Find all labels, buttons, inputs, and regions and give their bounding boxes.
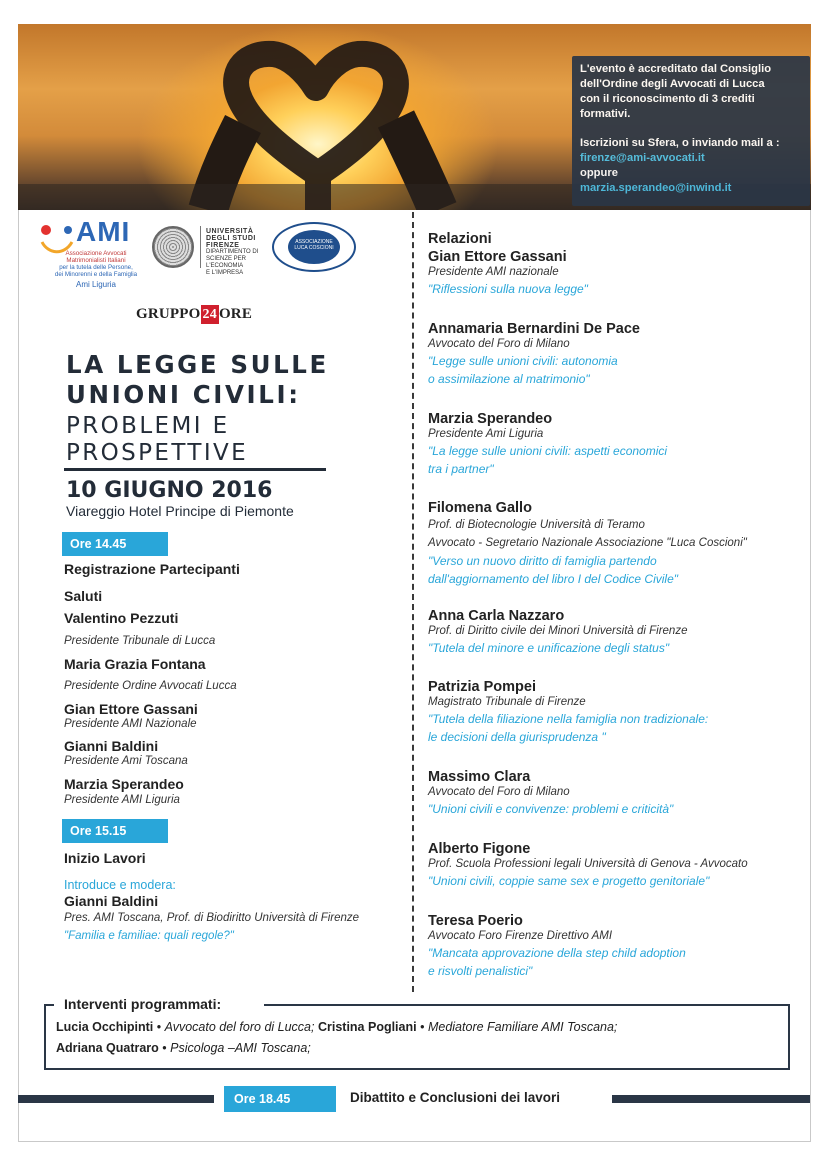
ami-sub-line: Matrimonialisti Italiani	[66, 257, 126, 264]
coscioni-label: ASSOCIAZIONE LUCA COSCIONI	[288, 230, 340, 264]
talk-role: Prof. Scuola Professioni legali Università di Genova - Avvocato	[428, 858, 748, 870]
talk-title: "Riflessioni sulla nuova legge"	[428, 282, 588, 296]
unifi-line: DEGLI STUDI	[206, 235, 256, 242]
talk-title: "Verso un nuovo diritto di famiglia partendo	[428, 554, 657, 568]
talk-title: "Unioni civili, coppie same sex e progetto genitoriale"	[428, 874, 710, 888]
talk-title: "Unioni civili e convivenze: problemi e criticità"	[428, 802, 674, 816]
coscioni-logo	[272, 222, 356, 272]
interventi-line-2	[56, 1041, 311, 1055]
footer-bar	[612, 1095, 810, 1103]
speaker-name: Maria Grazia Fontana	[64, 656, 206, 672]
title-rule	[64, 468, 326, 471]
unifi-line: DIPARTIMENTO DI	[206, 249, 259, 255]
unifi-line: SCIENZE PER L'ECONOMIA	[206, 256, 247, 269]
talk-title: "La legge sulle unioni civili: aspetti economici	[428, 444, 668, 458]
speaker-role: Presidente Ami Toscana	[64, 755, 188, 767]
talk-role: Magistrato Tribunale di Firenze	[428, 696, 586, 708]
talk-role: Avvocato del Foro di Milano	[428, 338, 570, 350]
hero-image	[18, 24, 811, 210]
unifi-line: E L'IMPRESA	[206, 270, 244, 276]
participant-role: Psicologa –AMI Toscana;	[170, 1041, 311, 1055]
unifi-divider	[200, 226, 201, 268]
title-line: LA LEGGE SULLE	[66, 350, 329, 379]
saluti-label: Saluti	[64, 588, 103, 604]
ami-logo	[36, 216, 146, 296]
time-badge-1845: Ore 18.45	[224, 1086, 336, 1112]
event-venue: Viareggio Hotel Principe di Piemonte	[66, 503, 294, 519]
gruppo-24-ore-logo	[136, 306, 252, 328]
bullet: •	[162, 1041, 167, 1055]
talk-item	[428, 411, 667, 478]
talk-item	[428, 679, 708, 746]
talk-role: Prof. di Diritto civile dei Minori Università di Firenze	[428, 625, 688, 637]
box-edge	[264, 1004, 790, 1006]
speaker-name: Valentino Pezzuti	[64, 610, 179, 626]
unifi-seal-icon	[152, 226, 194, 268]
talk-speaker: Teresa Poerio	[428, 913, 523, 929]
talk-speaker: Gian Ettore Gassani	[428, 249, 567, 265]
time-badge-1515: Ore 15.15	[62, 819, 168, 843]
ami-subtitle	[46, 250, 146, 278]
closing-session-label: Dibattito e Conclusioni dei lavori	[350, 1090, 561, 1105]
talk-speaker: Marzia Sperandeo	[428, 411, 553, 427]
talk-item	[428, 769, 673, 818]
accreditation-info-box	[572, 56, 810, 206]
talk-item	[428, 841, 748, 890]
moderator-role: Pres. AMI Toscana, Prof. di Biodiritto Università di Firenze	[64, 912, 360, 924]
talk-title: tra i partner"	[428, 462, 494, 476]
talk-title: dall'aggiornamento del libro I del Codice Civile"	[428, 572, 679, 586]
registration-label: Registrazione Partecipanti	[64, 561, 240, 577]
speaker-name: Gianni Baldini	[64, 738, 159, 754]
talk-item	[428, 500, 747, 588]
box-edge	[44, 1004, 54, 1006]
ami-sub-line: Associazione Avvocati	[65, 250, 127, 257]
participant-role: Avvocato del foro di Lucca;	[164, 1020, 315, 1034]
talk-role: Avvocato del Foro di Milano	[428, 786, 570, 798]
moderator-quote: "Familia e familiae: quali regole?"	[64, 930, 234, 942]
footer-bar	[18, 1095, 214, 1103]
event-title	[66, 350, 329, 410]
ami-sub-line: dei Minorenni e della Famiglia	[54, 271, 138, 278]
interventi-line-1	[56, 1020, 617, 1034]
moderator-name: Gianni Baldini	[64, 893, 159, 909]
speaker-name: Gian Ettore Gassani	[64, 701, 198, 717]
subtitle-line: PROBLEMI E	[66, 413, 230, 439]
talk-item	[428, 249, 588, 298]
interventi-title: Interventi programmati:	[60, 996, 225, 1012]
talk-item	[428, 913, 686, 980]
event-date: 10 GIUGNO 2016	[66, 478, 273, 503]
column-divider	[412, 212, 414, 992]
talk-title: "Tutela della filiazione nella famiglia non tradizionale:	[428, 712, 709, 726]
accreditation-line: con il riconoscimento di 3 crediti	[580, 93, 755, 105]
registration-line: Iscrizioni su Sfera, o inviando mail a :	[580, 137, 780, 149]
talk-speaker: Massimo Clara	[428, 769, 531, 785]
email-link-marzia[interactable]: marzia.sperandeo@inwind.it	[580, 182, 732, 194]
accreditation-line: L'evento è accreditato dal Consiglio	[580, 63, 772, 75]
moderator-intro: Introduce e modera:	[64, 878, 176, 892]
time-badge-1445: Ore 14.45	[62, 532, 168, 556]
talk-title: o assimilazione al matrimonio"	[428, 372, 590, 386]
accreditation-line: dell'Ordine degli Avvocati di Lucca	[580, 78, 765, 90]
participant-role: Mediatore Familiare AMI Toscana;	[427, 1020, 618, 1034]
bullet: •	[420, 1020, 425, 1034]
participant-name: Cristina Pogliani	[317, 1020, 417, 1034]
unifi-line: FIRENZE	[206, 242, 240, 249]
talk-title: "Legge sulle unioni civili: autonomia	[428, 354, 618, 368]
logo-text: GRUPPO	[136, 306, 201, 322]
speaker-role: Presidente AMI Nazionale	[64, 718, 197, 730]
talk-item	[428, 608, 687, 657]
inizio-lavori-label: Inizio Lavori	[64, 850, 146, 866]
participant-name: Lucia Occhipinti	[56, 1020, 154, 1034]
talk-speaker: Patrizia Pompei	[428, 679, 536, 695]
participant-name: Adriana Quatraro	[56, 1041, 159, 1055]
unifi-text	[206, 228, 264, 277]
event-subtitle	[66, 413, 248, 467]
talk-role: Presidente AMI nazionale	[428, 266, 559, 278]
relazioni-heading: Relazioni	[428, 231, 492, 247]
logo-text-red: 24	[202, 307, 217, 322]
talk-role: Prof. di Biotecnologie Università di Teramo	[428, 519, 645, 531]
speaker-role: Presidente Tribunale di Lucca	[64, 635, 216, 647]
talk-title: e risvolti penalistici"	[428, 964, 533, 978]
talk-title: "Mancata approvazione della step child adoption	[428, 946, 686, 960]
subtitle-line: PROSPETTIVE	[66, 440, 249, 466]
unifi-line: UNIVERSITÀ	[206, 228, 254, 235]
unifi-logo	[152, 224, 264, 276]
ami-sub-line: per la tutela delle Persone,	[59, 264, 133, 271]
bullet: •	[156, 1020, 162, 1034]
speaker-role: Presidente AMI Liguria	[64, 794, 180, 806]
speaker-name: Marzia Sperandeo	[64, 776, 184, 792]
talk-speaker: Annamaria Bernardini De Pace	[428, 321, 640, 337]
talk-speaker: Alberto Figone	[428, 841, 531, 857]
talk-role: Presidente Ami Liguria	[428, 428, 544, 440]
talk-role: Avvocato Foro Firenze Direttivo AMI	[428, 930, 613, 942]
oppure-text: oppure	[580, 167, 618, 179]
interventi-box	[44, 1004, 790, 1070]
talk-speaker: Filomena Gallo	[428, 500, 532, 516]
ami-liguria-label: Ami Liguria	[75, 280, 116, 289]
talk-title: "Tutela del minore e unificazione degli status"	[428, 641, 670, 655]
talk-role: Avvocato - Segretario Nazionale Associazione "Luca Coscioni"	[428, 537, 747, 549]
talk-title: le decisioni della giurisprudenza "	[428, 730, 606, 744]
talk-item	[428, 321, 640, 388]
logo-text: ORE	[218, 306, 253, 322]
title-line: UNIONI CIVILI:	[66, 380, 301, 409]
ami-wordmark: AMI	[76, 216, 131, 247]
talk-speaker: Anna Carla Nazzaro	[428, 608, 565, 624]
email-link-firenze[interactable]: firenze@ami-avvocati.it	[580, 152, 705, 164]
accreditation-line: formativi.	[580, 108, 631, 120]
speaker-role: Presidente Ordine Avvocati Lucca	[64, 680, 237, 692]
